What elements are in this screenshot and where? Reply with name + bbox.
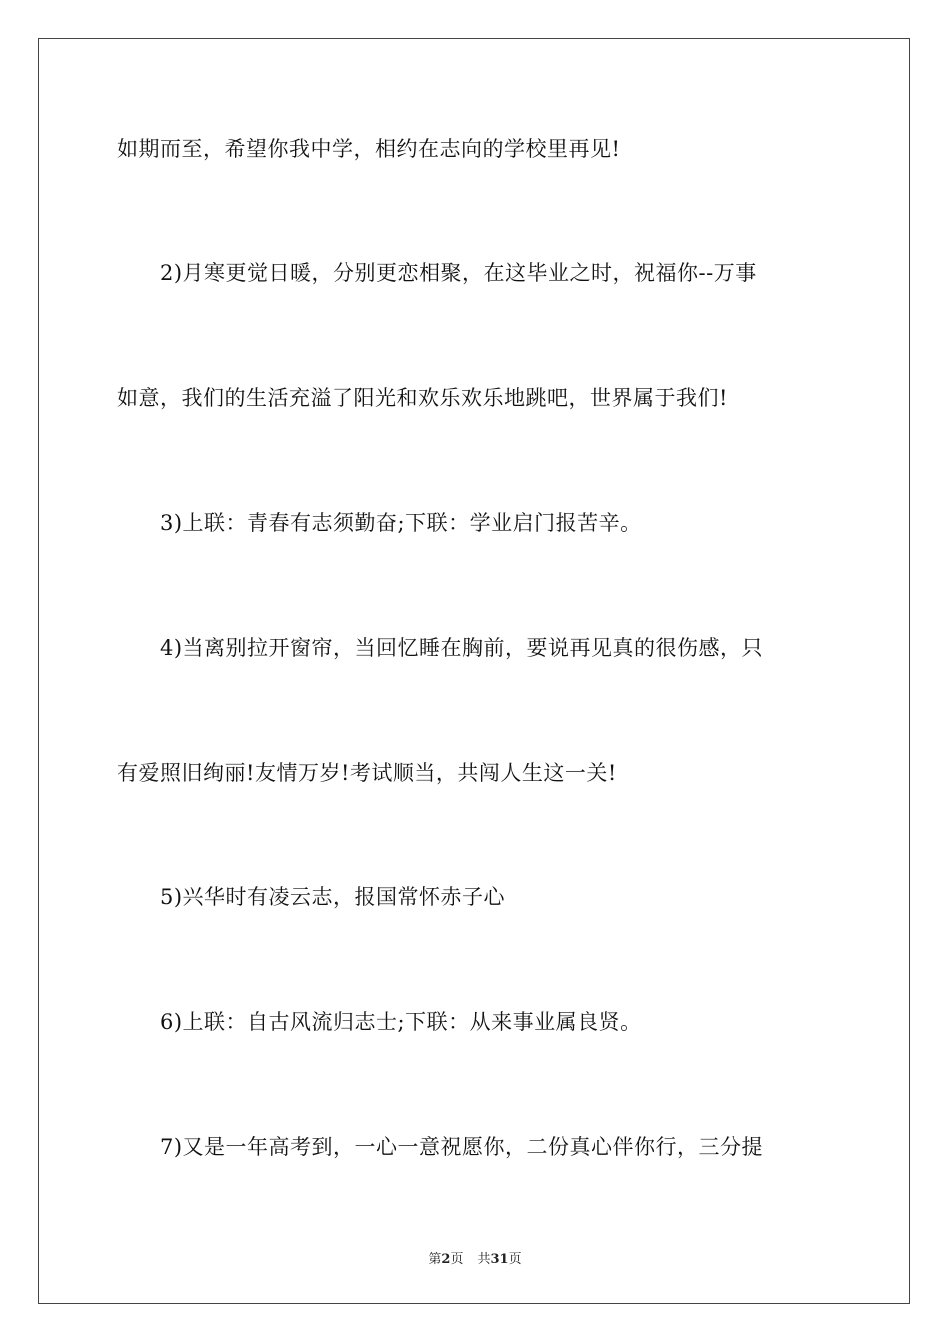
total-suffix: 页 [508,1252,522,1267]
paragraph-line-6: 有爱照旧绚丽!友情万岁!考试顺当，共闯人生这一关! [117,761,617,785]
page-border [38,38,910,1304]
total-prefix: 共 [477,1252,491,1267]
paragraph-line-4: 3)上联：青春有志须勤奋;下联：学业启门报苦辛。 [160,511,642,535]
paragraph-line-1: 如期而至，希望你我中学，相约在志向的学校里再见! [117,137,621,161]
paragraph-line-7: 5)兴华时有凌云志，报国常怀赤子心 [160,885,506,909]
page-prefix: 第 [428,1252,442,1267]
paragraph-line-3: 如意，我们的生活充溢了阳光和欢乐欢乐地跳吧，世界属于我们! [117,386,728,410]
page-suffix: 页 [450,1252,464,1267]
paragraph-line-5: 4)当离别拉开窗帘，当回忆睡在胸前，要说再见真的很伤感，只 [160,636,764,660]
paragraph-line-2: 2)月寒更觉日暖，分别更恋相聚，在这毕业之时，祝福你--万事 [160,261,757,285]
paragraph-line-9: 7)又是一年高考到，一心一意祝愿你，二份真心伴你行，三分提 [160,1135,764,1159]
paragraph-line-8: 6)上联：自古风流归志士;下联：从来事业属良贤。 [160,1010,642,1034]
page-total: 31 [490,1252,509,1267]
page-footer [0,1248,950,1267]
page-current: 2 [441,1252,451,1267]
